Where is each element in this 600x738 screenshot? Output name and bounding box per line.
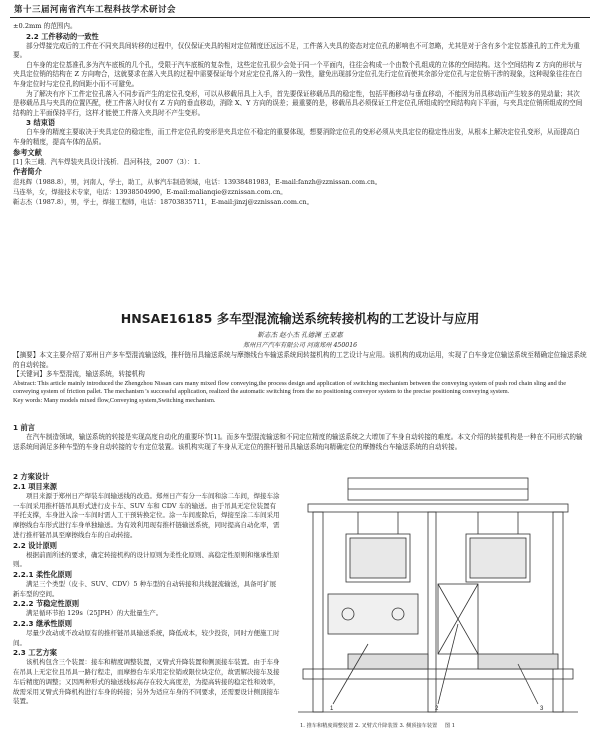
paragraph: 该机构包含三个装置：接车和精度调整装置，叉臂式升降装置和侧顶接车装置。由于车身在吊具上无定位且吊具一路行程走，而摩擦台车采用定位销或限位块定位，故需解决接车及接车后精度的调整；又因两种形式的输送线标高存在较大高度差，为提高转接的稳定性和效率，故需采用叉臂式升降机构进行车身的转接；另外为适应车身的不同要求，还需要设计侧顶接车装置。	[13, 658, 280, 706]
article-affiliation: 郑州日产汽车有限公司 河南郑州 450016	[242, 342, 358, 349]
figure-caption	[300, 722, 580, 729]
paragraph: 白车身的精度主要取决于夹具定位的稳定性，而工件定位孔的变形是夹具定位不稳定的重要体现，想要消除定位孔的变形必须从夹具定位的稳定性出发，从根本上解决定位孔变形，从而提高白车身的精度，提高车体的品质。	[13, 128, 580, 146]
author-bio: 马连举，女，焊接技术专家，电话：13938504990，E-mail:malianqie@zznissan.com.cn。	[13, 188, 287, 197]
reference-item: [1] 朱三峨．汽车焊装夹具设计浅析．昌河科技，2007（3）：1.	[13, 157, 201, 166]
paragraph: 白车身的定位基准孔多为汽车底板的几个孔，受限于汽车底板的复杂性，这些定位孔很少会处于同一个平面内，往往会构成一个由数个孔组成的立体的空间结构。这个空间结构 Z 方向的形状与夹具定位销的结构在 Z 方向吻合，这就要求在落入夹具的过程中需要保证每个对应定位孔落入的一致性，避免出现部分定位孔先行定位而使其余部分定位孔与定位销干涉的现象，这种现象往往在白车身定位时与定位孔的间距小而不可避免。	[13, 60, 583, 88]
authors-heading: 作者简介	[13, 167, 42, 177]
author-bio: 靳志杰（1987.8），男，学士，焊接工程师，电话：18703835711，E-mail:jinzj@zznissan.com.cn。	[13, 198, 314, 207]
previous-article-tail	[13, 22, 585, 207]
article-title: HNSAE16185 多车型混流输送系统转接机构的工艺设计与应用	[120, 311, 480, 326]
section-heading: 3 结束语	[26, 118, 56, 128]
author-bio: 范兆辉（1988.8），男，河南人，学士，助工，从事汽车制造领域，电话：13938481983，E-mail:fanzh@zznissan.com.cn。	[13, 178, 382, 187]
article-authors: 靳志杰 赵小杰 孔德渊 王亚惠	[257, 331, 343, 339]
section-heading: 2.2 工件移动的一致性	[26, 31, 99, 41]
paragraph: 部分焊接完成后的工件在不同夹具间转移的过程中，仅仅保证夹具的相对定位精度还远远不足，工件落入夹具的姿态对定位孔的影响也不可忽略，尤其是对于含有多个定位基准孔的工件尤为重要。	[13, 41, 580, 60]
paragraph: 项目来源于郑州日产焊装车间输送线的改造。郑州日产有分一车间和涂二车间，焊接车涂一车间采用推杆链吊具形式进行皮卡车、SUV 车和 CDV 车的输送。由于吊具无定位装置有平托支撑，车身进入涂一车间时需人工干预转换定位。涂一车间废除后，焊接至涂二车间采用摩擦线台车形式进行车身单独输送。为有效利用现有推杆链输送系统，同时提高自动化率，需进行推杆链吊具至摩擦线台车的自动转接。	[13, 492, 280, 539]
paragraph: 为了解决有序下工件定位孔落入不同步而产生的定位孔变形，可以从移载吊具上入手，首先要保证移载吊具的稳定性，包括平衡移动与垂直移动，不能因为吊具移动而产生较多的晃动量；其次是移载吊具与夹具的位置匹配，使工件落入时仅有 Z 方向的垂直移动，消除 X、Y 方向的误差；最重要的是，移载吊具必须保证工件定位孔所组成的空间结构向下平面，与夹具定位销所组成的空间结构的上平面保持平行，这样才能使工件落入夹具时不产生变形。	[13, 89, 583, 117]
abstract-en: Abstract: This article mainly introduced the Zhengzhou Nissan cars many mixed flow conveying,the process design and application of switching mechanism between the conveying system of push rod chain sling and the conveying system of friction pallet. The mechanism 's successful application, realized the automatic switching from the no positioning conveyor system to the precise positioning conveying system.	[13, 379, 566, 396]
section-heading: 2.2.1 柔性化原则	[13, 569, 72, 579]
text-fragment: ±0.2mm 的范围内。	[13, 22, 77, 30]
section-heading: 2.2.3 继承性原则	[13, 619, 72, 629]
svg-text:3: 3	[540, 706, 544, 712]
section-heading: 2.2.2 节稳定性原则	[13, 599, 80, 609]
section-heading: 2.2 设计原则	[13, 540, 57, 550]
section-heading: 2.1 项目来源	[13, 482, 57, 491]
paragraph: 满足三个类型（皮卡、SUV、CDV）5 种车型的自动转接和共线混流输送，具备可扩展新车型的空间。	[13, 579, 277, 598]
abstract-block	[13, 351, 587, 406]
svg-text:1: 1	[330, 706, 334, 712]
references-heading: 参考文献	[13, 147, 42, 157]
paragraph: 根据前面所述的要求，确定转接机构的设计原则为柔性化原则、高稳定性原则和继承性原则。	[13, 550, 280, 569]
section-heading: 2 方案设计	[13, 472, 50, 481]
figure-caption-text: 1. 推车和精度调整装置 2. 叉臂式升降装置 3. 侧顶接车装置	[300, 723, 438, 729]
running-header: 第十三届河南省汽车工程科技学术研讨会	[14, 5, 177, 15]
mechanism-drawing	[288, 474, 588, 738]
paragraph: 尽量少改动或不改动原有的推杆链吊具输送系统，降低成本，较少投资，同时方便施工时间。	[13, 629, 280, 647]
keywords-en: Key words: Many models mixed flow,Conveying system,Switching mechanism.	[13, 396, 216, 404]
intro-block	[13, 423, 587, 452]
figure-1	[288, 474, 588, 738]
section-heading: 1 前言	[13, 423, 35, 432]
svg-text:2: 2	[435, 706, 439, 712]
keywords-cn: 【关键词】多车型混流，输送系统，转接机构	[13, 370, 145, 379]
paragraph: 在汽车制造领域，输送系统的转接是实现高度自动化的重要环节[1]。而多车型混流输送和不同定位精度的输送系统之大增加了车身自动转接的难度。本文介绍的转接机构是一种在不同形式的输送系统间满足多种车型的车身自动转接的专有定位装置。该机构实现了车身从无定位的推杆链吊具输送系统向精确定位的摩擦线台车输送系统的自动转接。	[13, 433, 583, 451]
abstract-cn: 【摘要】本文主要介绍了郑州日产多车型混流输送线，推杆链吊具输送系统与摩擦线台车输送系统间转接机构的工艺设计与应用。该机构的成功运用，实现了白车身定位输送系统至精确定位输送系统的自动转接。	[13, 351, 587, 369]
header-rule	[10, 17, 590, 18]
paragraph: 满足循环节拍 129s（25JPH）的大批量生产。	[26, 609, 163, 618]
section-heading: 2.3 工艺方案	[13, 648, 57, 658]
figure-label: 图 1	[444, 723, 456, 729]
left-column	[13, 472, 281, 707]
